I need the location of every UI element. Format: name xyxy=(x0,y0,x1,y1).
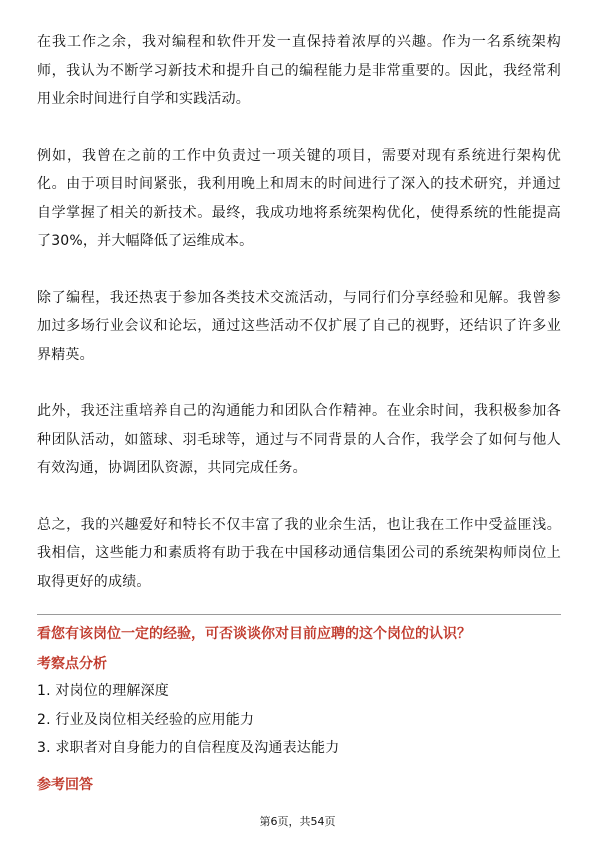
analysis-list xyxy=(37,677,561,763)
section-divider xyxy=(37,614,561,615)
analysis-heading: 考察点分析 xyxy=(37,656,107,672)
analysis-point: 2. 行业及岗位相关经验的应用能力 xyxy=(37,711,255,728)
page-number: 第6页，共54页 xyxy=(259,815,336,828)
analysis-point: 1. 对岗位的理解深度 xyxy=(37,683,170,699)
analysis-point: 3. 求职者对自身能力的自信程度及沟通表达能力 xyxy=(37,740,340,756)
paragraph-hobbies-intro: 在我工作之余，我对编程和软件开发一直保持着浓厚的兴趣。作为一名系统架构师，我认为不断学习新技术和提升自己的编程能力是非常重要的。因此，我经常利用业余时间进行自学和实践活动。 xyxy=(37,34,561,107)
paragraph-teamwork: 此外，我还注重培养自己的沟通能力和团队合作精神。在业余时间，我积极参加各种团队活动，如篮球、羽毛球等，通过与不同背景的人合作，我学会了如何与他人有效沟通，协调团队资源，共同完成任务。 xyxy=(37,403,561,476)
paragraph-conclusion: 总之，我的兴趣爱好和特长不仅丰富了我的业余生活，也让我在工作中受益匪浅。我相信，这些能力和素质将有助于我在中国移动通信集团公司的系统架构师岗位上取得更好的成绩。 xyxy=(37,516,561,590)
answer-body xyxy=(37,28,561,596)
paragraph-project-example: 例如，我曾在之前的工作中负责过一项关键的项目，需要对现有系统进行架构优化。由于项目时间紧张，我利用晚上和周末的时间进行了深入的技术研究，并通过自学掌握了相关的新技术。最终，我成功地将系统架构优化，使得系统的性能提高了30%，并大幅降低了运维成本。 xyxy=(37,147,561,249)
interview-question: 看您有该岗位一定的经验，可否谈谈你对目前应聘的这个岗位的认识？ xyxy=(37,626,471,642)
reference-answer-heading: 参考回答 xyxy=(37,777,93,793)
paragraph-tech-exchange: 除了编程，我还热衷于参加各类技术交流活动，与同行们分享经验和见解。我曾参加过多场行业会议和论坛，通过这些活动不仅扩展了自己的视野，还结识了许多业界精英。 xyxy=(37,289,561,363)
